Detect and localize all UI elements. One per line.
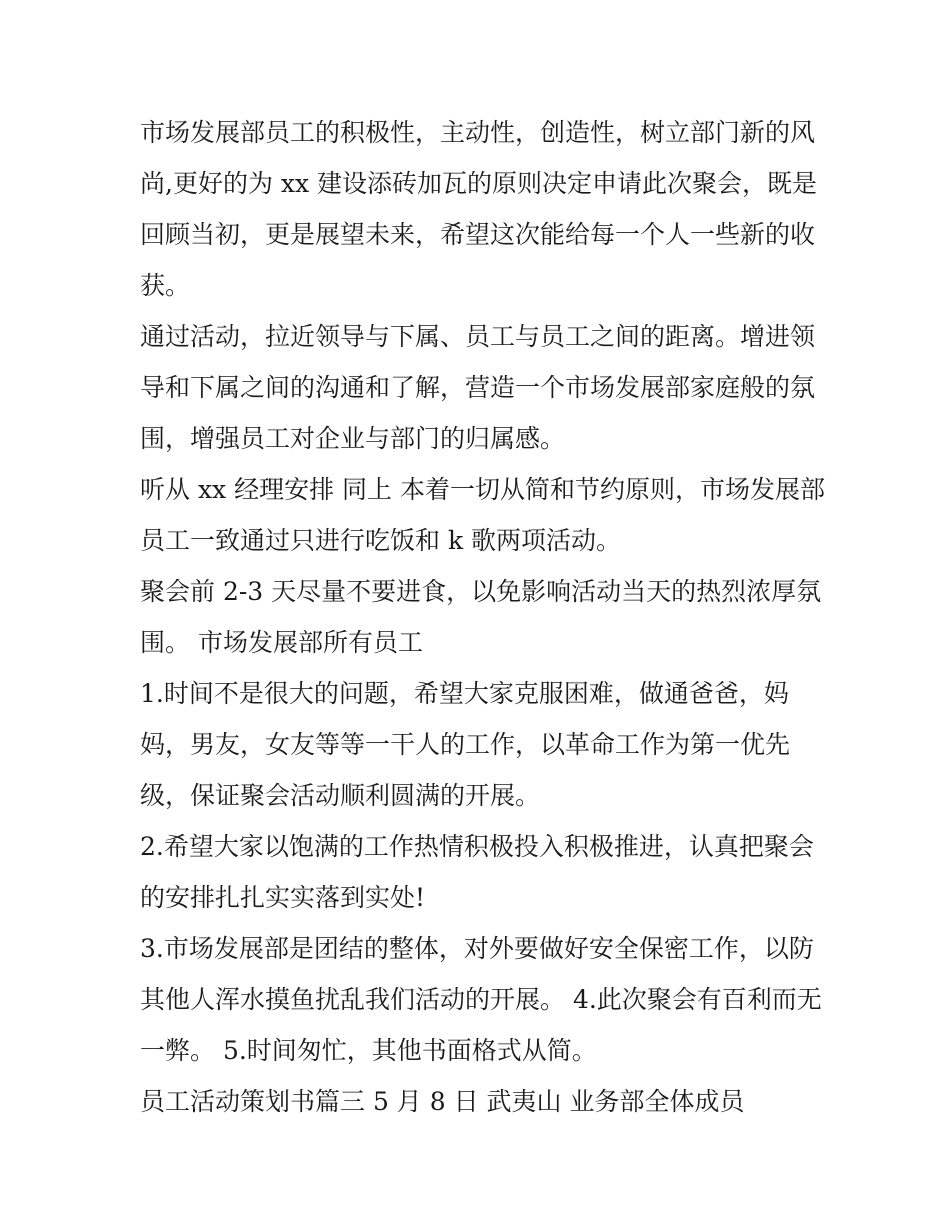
text-line: 通过活动，拉近领导与下属、员工与员工之间的距离。增进领 xyxy=(140,322,816,351)
text-line: 员工活动策划书篇三 5 月 8 日 武夷山 业务部全体成员 xyxy=(140,1087,745,1116)
text-line: 一弊。 5.时间匆忙，其他书面格式从简。 xyxy=(140,1036,597,1065)
text-line: 导和下属之间的沟通和了解，营造一个市场发展部家庭般的氛 xyxy=(140,373,816,402)
list-item-3-5 xyxy=(140,923,822,1076)
text-line: 获。 xyxy=(140,271,191,300)
text-line: 围。 市场发展部所有员工 xyxy=(140,628,423,657)
text-line: 级，保证聚会活动顺利圆满的开展。 xyxy=(140,781,541,810)
text-line: 3.市场发展部是团结的整体，对外要做好安全保密工作，以防 xyxy=(140,934,814,963)
text-line: 回顾当初，更是展望未来，希望这次能给每一个人一些新的收 xyxy=(140,220,816,249)
paragraph-preparation xyxy=(140,566,822,668)
text-line: 市场发展部员工的积极性，主动性，创造性，树立部门新的风 xyxy=(140,118,816,147)
text-line: 2.希望大家以饱满的工作热情积极投入积极推进，认真把聚会 xyxy=(140,832,814,861)
text-line: 围，增强员工对企业与部门的归属感。 xyxy=(140,424,566,453)
text-line: 1.时间不是很大的问题，希望大家克服困难，做通爸爸，妈 xyxy=(140,679,789,708)
list-item-2 xyxy=(140,821,816,923)
text-line: 妈，男友，女友等等一干人的工作，以革命工作为第一优先 xyxy=(140,730,791,759)
text-line: 聚会前 2-3 天尽量不要进食，以免影响活动当天的热烈浓厚氛 xyxy=(140,577,822,606)
paragraph-arrangement xyxy=(140,464,825,566)
text-line: 的安排扎扎实实落到实处! xyxy=(140,883,426,912)
text-line: 其他人浑水摸鱼扰乱我们活动的开展。 4.此次聚会有百利而无 xyxy=(140,985,822,1014)
paragraph-goal xyxy=(140,311,816,464)
text-line: 员工一致通过只进行吃饭和 k 歌两项活动。 xyxy=(140,526,622,555)
text-line: 尚,更好的为 xx 建设添砖加瓦的原则决定申请此次聚会，既是 xyxy=(140,169,818,198)
document-body xyxy=(140,107,825,1127)
paragraph-purpose xyxy=(140,107,816,311)
section-heading xyxy=(140,1076,816,1127)
text-line: 听从 xx 经理安排 同上 本着一切从简和节约原则，市场发展部 xyxy=(140,475,825,504)
list-item-1 xyxy=(140,668,816,821)
